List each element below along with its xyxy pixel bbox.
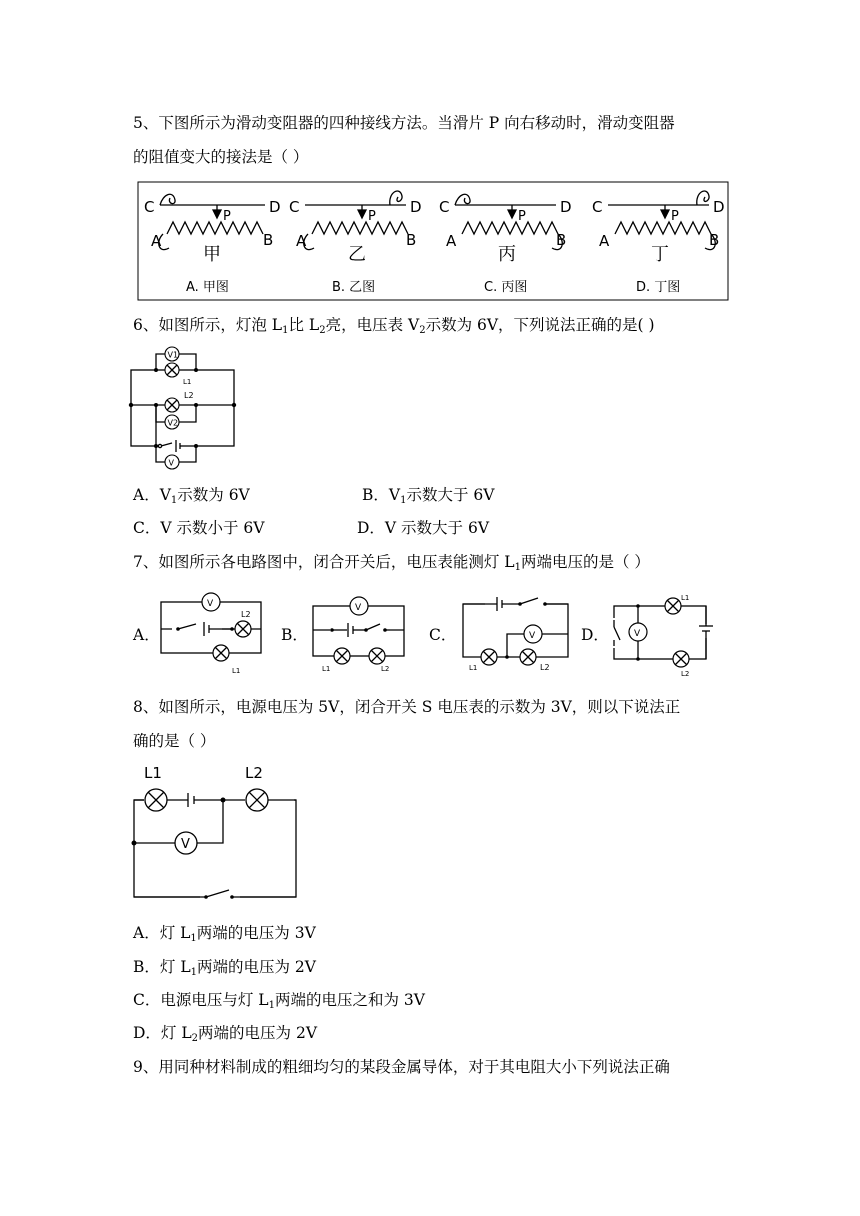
q5-stem-line2: 的阻值变大的接法是（ ） (133, 148, 309, 166)
svg-text:L2: L2 (241, 610, 251, 619)
q7-label-c[interactable]: C． (429, 626, 457, 644)
svg-text:L1: L1 (232, 667, 241, 675)
q8-stem-line1: 8、如图所示，电源电压为 5V，闭合开关 S 电压表的示数为 3V，则以下说法正 (133, 698, 681, 716)
q8-option-d[interactable]: D．灯 $L_2$两端的电压为 2V (133, 1024, 318, 1044)
svg-text:L1: L1 (322, 665, 331, 673)
q7-label-d[interactable]: D． (581, 626, 609, 644)
q7-label-b[interactable]: B． (281, 626, 308, 644)
q5-caption-a: A. 甲图 (186, 280, 229, 295)
q8-l2-label: L2 (245, 764, 263, 782)
circuit-b (313, 597, 404, 673)
q6-stem: 6、如图所示，灯泡 $L_1$比 $L_2$亮，电压表 $V_2$示数为 6V，下列说法正确的是( ) (133, 316, 655, 336)
svg-text:D: D (410, 198, 422, 216)
svg-text:B: B (556, 231, 567, 249)
svg-text:A: A (599, 232, 610, 250)
svg-text:L1: L1 (681, 594, 690, 602)
q8-l1-label: L1 (144, 764, 162, 782)
svg-text:V: V (207, 599, 214, 609)
svg-text:B: B (709, 231, 720, 249)
terminal-d-label: D (269, 198, 281, 216)
circuit-c (463, 597, 568, 672)
q8-option-a[interactable]: A．灯 $L_1$两端的电压为 3V (133, 924, 316, 944)
svg-text:A: A (296, 232, 307, 250)
svg-text:L2: L2 (681, 670, 690, 678)
terminal-a-label: A (151, 232, 162, 250)
q7-label-a[interactable]: A． (133, 626, 160, 644)
svg-text:V: V (529, 631, 536, 641)
svg-text:P: P (368, 209, 376, 224)
l1-label: L1 (183, 378, 192, 386)
q5-caption-d: D. 丁图 (636, 280, 681, 295)
q8-stem-line2: 确的是（ ） (133, 732, 216, 750)
svg-text:V: V (634, 629, 641, 639)
circuit-a (161, 593, 261, 675)
svg-text:L1: L1 (469, 664, 478, 672)
q8-option-c[interactable]: C．电源电压与灯 $L_1$两端的电压之和为 3V (133, 991, 425, 1011)
q6-option-b[interactable]: B．$V_1$示数大于 6V (362, 486, 495, 506)
svg-text:P: P (671, 209, 679, 224)
panel-name: 丁 (651, 244, 669, 265)
q6-option-c[interactable]: C．V 示数小于 6V (133, 519, 265, 537)
l2-label: L2 (184, 391, 194, 400)
svg-text:P: P (518, 209, 526, 224)
svg-text:D: D (713, 198, 725, 216)
panel-name: 丙 (498, 244, 516, 265)
q9-stem-line1: 9、用同种材料制成的粗细均匀的某段金属导体，对于其电阻大小下列说法正确 (133, 1058, 670, 1076)
q5-caption-b: B. 乙图 (332, 280, 376, 295)
q8-option-b[interactable]: B．灯 $L_1$两端的电压为 2V (133, 958, 316, 978)
q6-option-a[interactable]: A．$V_1$示数为 6V (133, 486, 250, 506)
svg-text:B: B (406, 231, 417, 249)
svg-text:C: C (439, 198, 450, 216)
svg-text:L2: L2 (540, 663, 550, 672)
q5-caption-c: C. 丙图 (484, 280, 528, 295)
svg-text:V: V (355, 603, 362, 613)
panel-name: 甲 (203, 244, 221, 265)
svg-text:A: A (446, 232, 457, 250)
v-label: V (168, 458, 174, 468)
q5-stem-line1: 5、下图所示为滑动变阻器的四种接线方法。当滑片 P 向右移动时，滑动变阻器 (133, 114, 675, 132)
terminal-b-label: B (263, 231, 274, 249)
v1-label: V1 (167, 350, 179, 360)
svg-text:C: C (289, 198, 300, 216)
q8-circuit-diagram (130, 765, 305, 900)
svg-text:C: C (592, 198, 603, 216)
v2-label: V2 (167, 418, 179, 428)
svg-text:D: D (560, 198, 572, 216)
q8-v-label: V (181, 837, 190, 852)
terminal-c-label: C (144, 198, 155, 216)
circuit-d (610, 594, 713, 678)
q6-option-d[interactable]: D．V 示数大于 6V (357, 519, 490, 537)
panel-name: 乙 (348, 244, 366, 265)
slider-p-label: P (223, 209, 231, 224)
svg-text:L2: L2 (381, 665, 390, 673)
q7-stem: 7、如图所示各电路图中，闭合开关后，电压表能测灯 $L_1$两端电压的是（ ） (133, 553, 650, 573)
